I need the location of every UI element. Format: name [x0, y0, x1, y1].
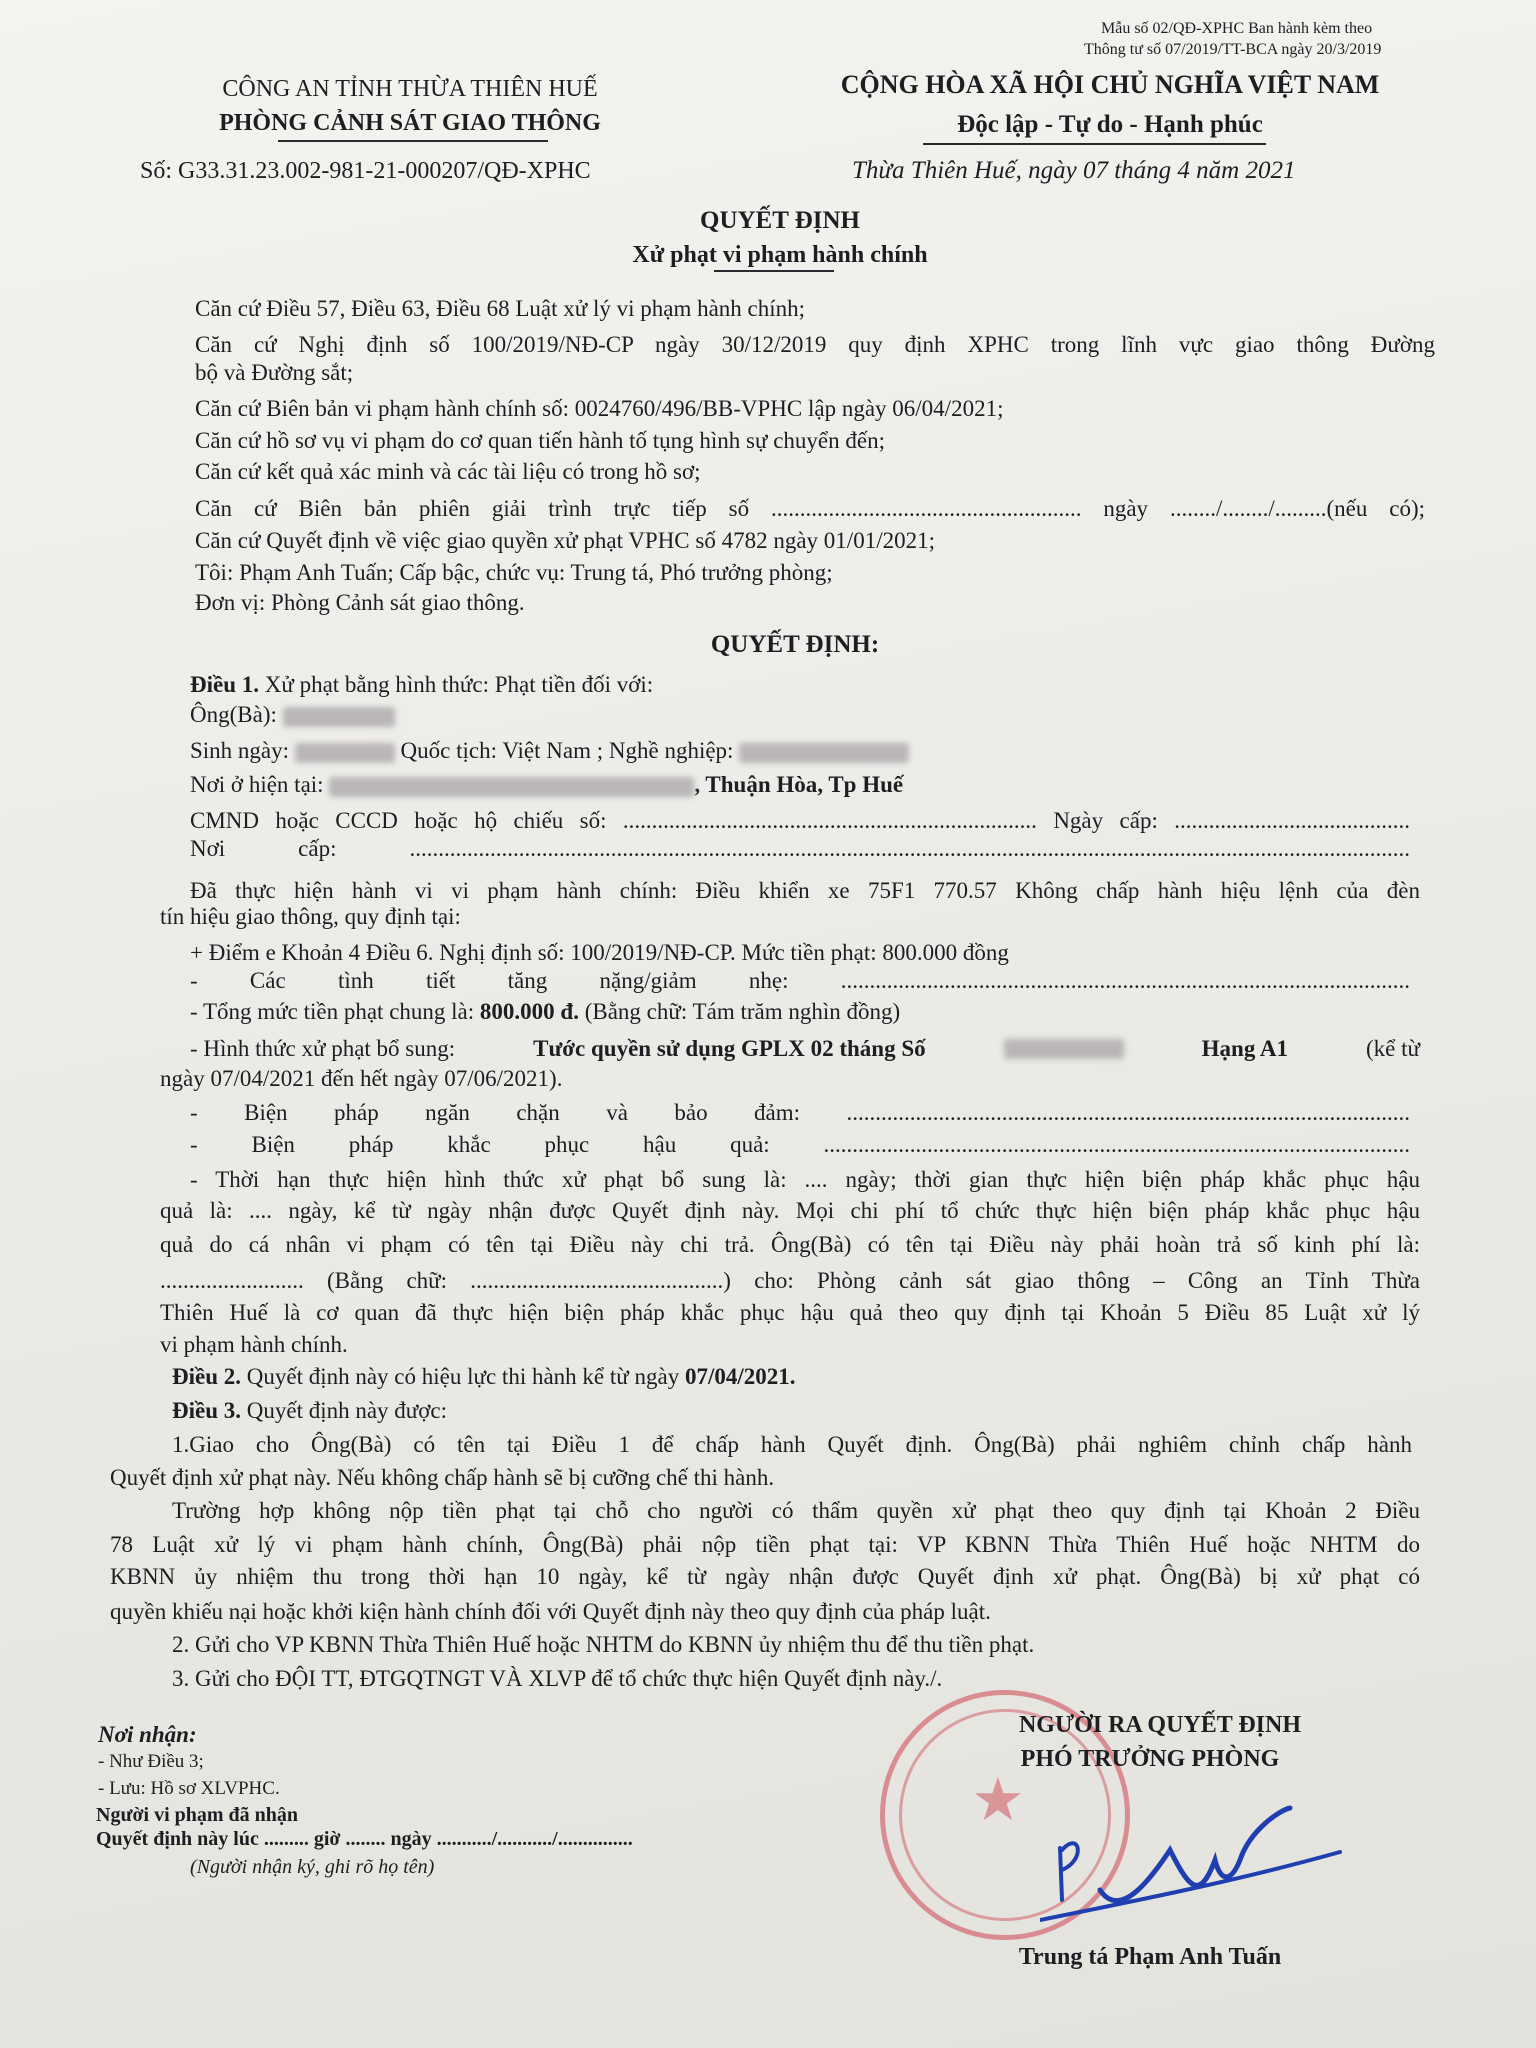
article-3: [172, 1396, 447, 1426]
clause-line: + Điểm e Khoản 4 Điều 6. Nghị định số: 100/2019/NĐ-CP. Mức tiền phạt: 800.000 đồng: [190, 940, 1009, 965]
decision-heading: QUYẾT ĐỊNH:: [710, 631, 880, 658]
basis-line: Đơn vị: Phòng Cảnh sát giao thông.: [195, 590, 525, 615]
deadline-line: vi phạm hành chính.: [160, 1332, 348, 1357]
name-line: [190, 700, 395, 730]
redacted-name: [283, 707, 395, 727]
received-note: (Người nhận ký, ghi rõ họ tên): [190, 1856, 435, 1878]
nation-motto: Độc lập - Tự do - Hạnh phúc: [957, 111, 1263, 138]
signer-role: NGƯỜI RA QUYẾT ĐỊNH: [1018, 1712, 1302, 1738]
article-3-line: 2. Gửi cho VP KBNN Thừa Thiên Huế hoặc NHTM do KBNN ủy nhiệm thu để thu tiền phạt.: [172, 1632, 1035, 1657]
birth-line: [190, 736, 909, 766]
dob-label: Sinh ngày:: [190, 738, 290, 763]
article-1-intro: [190, 670, 653, 700]
article-3-line: Trường hợp không nộp tiền phạt tại chỗ cho người có thẩm quyền xử phạt theo quy định tại Khoản 2 Điều: [172, 1498, 1420, 1523]
article-2-label: Điều 2.: [172, 1364, 241, 1389]
department-name: PHÒNG CẢNH SÁT GIAO THÔNG: [219, 110, 601, 136]
address-label: Nơi ở hiện tại:: [190, 772, 324, 797]
article-3-line: KBNN ủy nhiệm thu trong thời hạn 10 ngày, kể từ ngày nhận được Quyết định xử phạt. Ông(Bà) bị xử phạt có: [110, 1564, 1420, 1589]
total-fine-line: [190, 997, 900, 1027]
signer-name: Trung tá Phạm Anh Tuấn: [1018, 1944, 1282, 1970]
extra-penalty-text: Tước quyền sử dụng GPLX 02 tháng Số: [533, 1036, 926, 1061]
basis-line: Căn cứ Quyết định về việc giao quyền xử phạt VPHC số 4782 ngày 01/01/2021;: [195, 528, 935, 553]
basis-line: bộ và Đường sắt;: [195, 360, 354, 385]
article-3-line: quyền khiếu nại hoặc khởi kiện hành chính đối với Quyết định này theo quy định của pháp luật.: [110, 1599, 991, 1624]
form-note-2: Thông tư số 07/2019/TT-BCA ngày 20/3/2019: [1084, 41, 1382, 58]
prevention-line: - Biện pháp ngăn chặn và bảo đảm: ..................................................................................................: [190, 1100, 1410, 1125]
id-line: CMND hoặc CCCD hoặc hộ chiếu số: ........................................................................ Ngày cấp: .........................................: [190, 808, 1410, 833]
nation-title: CỘNG HÒA XÃ HỘI CHỦ NGHĨA VIỆT NAM: [840, 70, 1380, 99]
title-underline: [714, 270, 834, 272]
document-title: QUYẾT ĐỊNH: [700, 207, 860, 234]
extra-penalty-label: - Hình thức xử phạt bổ sung:: [190, 1036, 456, 1061]
issue-place-line: Nơi cấp: ..............................................................................................................................................................................: [190, 836, 1410, 861]
total-fine-amount: 800.000 đ.: [479, 999, 579, 1024]
nationality-occupation: Quốc tịch: Việt Nam ; Nghề nghiệp:: [400, 738, 734, 763]
violation-line: tín hiệu giao thông, quy định tại:: [160, 904, 461, 929]
extra-penalty-tail: (kể từ: [1365, 1036, 1420, 1061]
remedy-line: - Biện pháp khắc phục hậu quả: ......................................................................................................: [190, 1132, 1410, 1157]
basis-line: Căn cứ kết quả xác minh và các tài liệu có trong hồ sơ;: [195, 459, 701, 484]
deadline-line: Thiên Huế là cơ quan đã thực hiện biện pháp khắc phục hậu quả theo quy định tại Khoản 5 Điều 85 Luật xử lý: [160, 1300, 1420, 1325]
article-3-line: Quyết định xử phạt này. Nếu không chấp hành sẽ bị cưỡng chế thi hành.: [110, 1465, 775, 1490]
total-fine-words: (Bằng chữ: Tám trăm nghìn đồng): [584, 999, 901, 1024]
circumstances-line: - Các tình tiết tăng nặng/giảm nhẹ: ...................................................................................................: [190, 968, 1410, 993]
deadline-line: ......................... (Bằng chữ: ............................................) cho: Phòng cảnh sát giao thông – Công an Tỉnh Thừa: [160, 1268, 1420, 1293]
recipient-item: - Lưu: Hồ sơ XLVPHC.: [98, 1778, 280, 1799]
received-line: Người vi phạm đã nhận: [96, 1804, 299, 1826]
header-divider-left: [278, 140, 548, 142]
redacted-license-number: [1004, 1039, 1124, 1059]
license-class: Hạng A1: [1201, 1036, 1288, 1061]
extra-penalty-line: [190, 1034, 1420, 1064]
seal-star-icon: ★: [971, 1767, 1025, 1833]
deadline-line: - Thời hạn thực hiện hình thức xử phạt bổ sung là: .... ngày; thời gian thực hiện biện pháp khắc phục hậu: [190, 1167, 1420, 1192]
redacted-address: [329, 777, 694, 797]
place-date: Thừa Thiên Huế, ngày 07 tháng 4 năm 2021: [852, 157, 1296, 184]
article-3-line: 78 Luật xử lý vi phạm hành chính, Ông(Bà) phải nộp tiền phạt tại: VP KBNN Thừa Thiên Huế hoặc NHTM do: [110, 1532, 1420, 1557]
document-subtitle: Xử phạt vi phạm hành chính: [632, 242, 928, 268]
received-line: Quyết định này lúc ......... giờ ........ ngày .........../.........../...............: [96, 1828, 633, 1850]
signature: [1040, 1790, 1360, 1930]
address-line: [190, 770, 903, 800]
deadline-line: quả là: .... ngày, kể từ ngày nhận được Quyết định này. Mọi chi phí tổ chức thực hiện biện pháp khắc phục hậu: [160, 1198, 1420, 1223]
form-note-1: Mẫu số 02/QĐ-XPHC Ban hành kèm theo: [1101, 20, 1373, 37]
violation-line: Đã thực hiện hành vi vi phạm hành chính: Điều khiển xe 75F1 770.57 Không chấp hành hiệu lệnh của đèn: [190, 878, 1420, 903]
article-1-label: Điều 1.: [190, 672, 259, 697]
deadline-line: quả do cá nhân vi phạm có tên tại Điều này chi trả. Ông(Bà) có tên tại Điều này phải hoàn trả số kinh phí là:: [160, 1232, 1420, 1257]
article-3-intro: Quyết định này được:: [246, 1398, 448, 1423]
redacted-occupation: [739, 743, 909, 763]
basis-line: Tôi: Phạm Anh Tuấn; Cấp bậc, chức vụ: Trung tá, Phó trưởng phòng;: [195, 560, 833, 585]
agency-name: CÔNG AN TỈNH THỪA THIÊN HUẾ: [222, 76, 598, 102]
article-2-date: 07/04/2021.: [684, 1364, 796, 1389]
article-1-text: Xử phạt bằng hình thức: Phạt tiền đối với:: [264, 672, 654, 697]
header-divider-right: [923, 143, 1266, 145]
address-tail: , Thuận Hòa, Tp Huế: [694, 772, 904, 797]
recipient-item: - Như Điều 3;: [98, 1751, 204, 1772]
article-2-text: Quyết định này có hiệu lực thi hành kể từ ngày: [246, 1364, 680, 1389]
article-3-line: 3. Gửi cho ĐỘI TT, ĐTGQTNGT VÀ XLVP để tổ chức thực hiện Quyết định này./.: [172, 1666, 943, 1691]
signer-title: PHÓ TRƯỞNG PHÒNG: [1020, 1746, 1280, 1772]
doc-number: Số: G33.31.23.002-981-21-000207/QĐ-XPHC: [140, 158, 591, 184]
basis-line: Căn cứ Biên bản phiên giải trình trực tiếp số ...................................................... ngày ......../......../.........(nếu có);: [195, 496, 1425, 521]
recipients-title: Nơi nhận:: [98, 1722, 197, 1747]
total-fine-label: - Tổng mức tiền phạt chung là:: [190, 999, 475, 1024]
article-2: [172, 1362, 795, 1392]
extra-penalty-dates: ngày 07/04/2021 đến hết ngày 07/06/2021).: [160, 1066, 563, 1091]
name-label: Ông(Bà):: [190, 702, 277, 727]
basis-line: Căn cứ hồ sơ vụ vi phạm do cơ quan tiến hành tố tụng hình sự chuyển đến;: [195, 428, 885, 453]
article-3-line: 1.Giao cho Ông(Bà) có tên tại Điều 1 để chấp hành Quyết định. Ông(Bà) phải nghiêm chỉnh chấp hành: [172, 1432, 1412, 1457]
basis-line: Căn cứ Nghị định số 100/2019/NĐ-CP ngày 30/12/2019 quy định XPHC trong lĩnh vực giao thông Đường: [195, 332, 1435, 357]
redacted-dob: [295, 743, 395, 763]
basis-line: Căn cứ Biên bản vi phạm hành chính số: 0024760/496/BB-VPHC lập ngày 06/04/2021;: [195, 396, 1004, 421]
basis-line: Căn cứ Điều 57, Điều 63, Điều 68 Luật xử lý vi phạm hành chính;: [195, 296, 806, 321]
article-3-label: Điều 3.: [172, 1398, 241, 1423]
